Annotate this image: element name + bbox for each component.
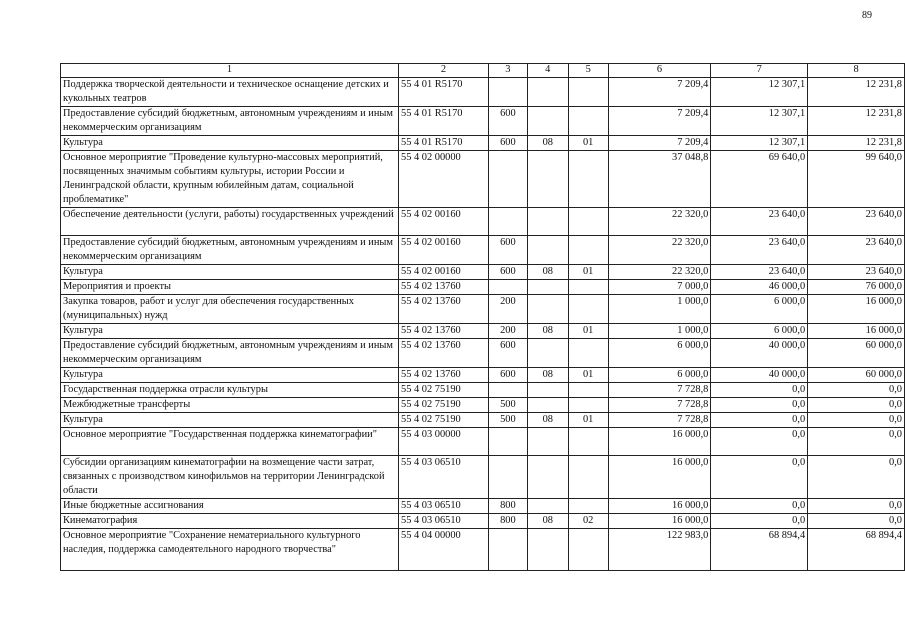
row-section [527, 280, 568, 295]
row-code: 55 4 01 R5170 [399, 107, 489, 136]
row-value-col8: 60 000,0 [808, 339, 905, 368]
row-section: 08 [527, 265, 568, 280]
row-expense-type [488, 78, 527, 107]
row-value-col6: 16 000,0 [608, 514, 711, 529]
row-subsection [568, 339, 608, 368]
table-row [61, 107, 905, 136]
row-value-col6: 7 209,4 [608, 78, 711, 107]
table-row [61, 208, 905, 236]
row-value-col8: 99 640,0 [808, 151, 905, 208]
row-name: Основное мероприятие "Государственная поддержка кинематографии" [61, 428, 399, 456]
table-row [61, 398, 905, 413]
row-section [527, 383, 568, 398]
row-subsection [568, 428, 608, 456]
row-section [527, 78, 568, 107]
table-row [61, 413, 905, 428]
row-code: 55 4 02 00160 [399, 236, 489, 265]
row-expense-type: 600 [488, 265, 527, 280]
row-section [527, 151, 568, 208]
row-value-col8: 0,0 [808, 428, 905, 456]
row-name: Культура [61, 368, 399, 383]
row-subsection: 01 [568, 265, 608, 280]
table-row [61, 428, 905, 456]
row-value-col6: 16 000,0 [608, 499, 711, 514]
row-expense-type [488, 208, 527, 236]
row-section [527, 208, 568, 236]
row-value-col7: 40 000,0 [711, 339, 808, 368]
row-expense-type: 200 [488, 324, 527, 339]
row-value-col6: 37 048,8 [608, 151, 711, 208]
row-code: 55 4 02 13760 [399, 368, 489, 383]
row-code: 55 4 02 75190 [399, 398, 489, 413]
row-name: Культура [61, 136, 399, 151]
row-section: 08 [527, 413, 568, 428]
column-header: 5 [568, 64, 608, 78]
row-name: Предоставление субсидий бюджетным, автономным учреждениям и иным некоммерческим организациям [61, 107, 399, 136]
row-expense-type [488, 529, 527, 571]
row-subsection [568, 208, 608, 236]
row-name: Обеспечение деятельности (услуги, работы) государственных учреждений [61, 208, 399, 236]
row-subsection [568, 107, 608, 136]
row-value-col8: 23 640,0 [808, 208, 905, 236]
row-expense-type [488, 280, 527, 295]
header-row [61, 64, 905, 78]
row-subsection [568, 456, 608, 499]
row-section: 08 [527, 136, 568, 151]
row-value-col6: 16 000,0 [608, 456, 711, 499]
row-code: 55 4 02 75190 [399, 383, 489, 398]
row-subsection [568, 151, 608, 208]
budget-table [60, 63, 905, 571]
table-row [61, 236, 905, 265]
row-section [527, 107, 568, 136]
row-name: Основное мероприятие "Проведение культурно-массовых мероприятий, посвященных значимым событиям культуры, истории России и Ленинградской области, крупным юбилейным датам, социальной проблематике" [61, 151, 399, 208]
row-expense-type: 600 [488, 236, 527, 265]
table-row [61, 78, 905, 107]
row-name: Основное мероприятие "Сохранение нематериального культурного наследия, поддержка самодеятельного народного творчества" [61, 529, 399, 571]
row-expense-type [488, 456, 527, 499]
row-subsection: 02 [568, 514, 608, 529]
row-value-col8: 12 231,8 [808, 107, 905, 136]
column-header: 8 [808, 64, 905, 78]
row-code: 55 4 02 00000 [399, 151, 489, 208]
row-section: 08 [527, 514, 568, 529]
row-value-col7: 12 307,1 [711, 78, 808, 107]
row-value-col6: 7 000,0 [608, 280, 711, 295]
row-code: 55 4 02 13760 [399, 324, 489, 339]
row-subsection [568, 78, 608, 107]
row-value-col8: 23 640,0 [808, 265, 905, 280]
row-value-col7: 23 640,0 [711, 236, 808, 265]
row-subsection [568, 295, 608, 324]
row-expense-type: 800 [488, 499, 527, 514]
row-name: Кинематография [61, 514, 399, 529]
row-expense-type: 800 [488, 514, 527, 529]
row-code: 55 4 02 75190 [399, 413, 489, 428]
row-subsection [568, 398, 608, 413]
row-section [527, 529, 568, 571]
row-value-col8: 76 000,0 [808, 280, 905, 295]
row-section [527, 339, 568, 368]
row-value-col7: 0,0 [711, 428, 808, 456]
row-section [527, 456, 568, 499]
table-row [61, 456, 905, 499]
row-value-col8: 23 640,0 [808, 236, 905, 265]
row-code: 55 4 02 13760 [399, 280, 489, 295]
table-row [61, 295, 905, 324]
row-name: Государственная поддержка отрасли культуры [61, 383, 399, 398]
row-section [527, 295, 568, 324]
row-subsection [568, 383, 608, 398]
row-name: Культура [61, 324, 399, 339]
table-row [61, 339, 905, 368]
table-row [61, 514, 905, 529]
table-row [61, 499, 905, 514]
row-code: 55 4 02 13760 [399, 295, 489, 324]
row-name: Предоставление субсидий бюджетным, автономным учреждениям и иным некоммерческим организациям [61, 236, 399, 265]
table-row [61, 280, 905, 295]
row-value-col8: 60 000,0 [808, 368, 905, 383]
row-value-col8: 12 231,8 [808, 78, 905, 107]
table-row [61, 151, 905, 208]
row-subsection: 01 [568, 413, 608, 428]
row-name: Предоставление субсидий бюджетным, автономным учреждениям и иным некоммерческим организациям [61, 339, 399, 368]
row-name: Закупка товаров, работ и услуг для обеспечения государственных (муниципальных) нужд [61, 295, 399, 324]
row-value-col8: 0,0 [808, 456, 905, 499]
row-name: Субсидии организациям кинематографии на возмещение части затрат, связанных с производством кинофильмов на территории Ленинградской области [61, 456, 399, 499]
row-subsection: 01 [568, 136, 608, 151]
row-expense-type: 200 [488, 295, 527, 324]
row-expense-type [488, 383, 527, 398]
row-value-col8: 0,0 [808, 499, 905, 514]
row-value-col6: 7 728,8 [608, 398, 711, 413]
row-name: Иные бюджетные ассигнования [61, 499, 399, 514]
row-subsection [568, 499, 608, 514]
row-expense-type: 600 [488, 339, 527, 368]
table-row [61, 136, 905, 151]
row-section: 08 [527, 324, 568, 339]
row-value-col6: 7 728,8 [608, 413, 711, 428]
row-value-col6: 16 000,0 [608, 428, 711, 456]
table-row [61, 368, 905, 383]
column-header: 6 [608, 64, 711, 78]
row-value-col7: 6 000,0 [711, 324, 808, 339]
row-code: 55 4 04 00000 [399, 529, 489, 571]
row-value-col7: 40 000,0 [711, 368, 808, 383]
row-value-col7: 12 307,1 [711, 136, 808, 151]
row-name: Мероприятия и проекты [61, 280, 399, 295]
row-value-col7: 0,0 [711, 499, 808, 514]
row-name: Межбюджетные трансферты [61, 398, 399, 413]
row-value-col7: 46 000,0 [711, 280, 808, 295]
row-code: 55 4 03 06510 [399, 456, 489, 499]
row-subsection: 01 [568, 324, 608, 339]
row-expense-type: 500 [488, 413, 527, 428]
row-value-col6: 22 320,0 [608, 236, 711, 265]
row-name: Поддержка творческой деятельности и техническое оснащение детских и кукольных театров [61, 78, 399, 107]
row-expense-type: 500 [488, 398, 527, 413]
row-expense-type [488, 151, 527, 208]
row-expense-type: 600 [488, 107, 527, 136]
row-code: 55 4 02 00160 [399, 265, 489, 280]
column-header: 1 [61, 64, 399, 78]
row-expense-type: 600 [488, 136, 527, 151]
table-row [61, 324, 905, 339]
row-section: 08 [527, 368, 568, 383]
row-section [527, 398, 568, 413]
column-header: 2 [399, 64, 489, 78]
row-section [527, 499, 568, 514]
row-value-col8: 0,0 [808, 413, 905, 428]
page-number: 89 [862, 10, 872, 21]
row-value-col7: 0,0 [711, 398, 808, 413]
table-row [61, 383, 905, 398]
row-expense-type: 600 [488, 368, 527, 383]
row-code: 55 4 03 00000 [399, 428, 489, 456]
table-row [61, 529, 905, 571]
row-value-col6: 7 209,4 [608, 136, 711, 151]
row-value-col7: 0,0 [711, 514, 808, 529]
row-value-col8: 12 231,8 [808, 136, 905, 151]
row-value-col8: 0,0 [808, 514, 905, 529]
row-value-col6: 122 983,0 [608, 529, 711, 571]
row-value-col7: 68 894,4 [711, 529, 808, 571]
row-value-col8: 0,0 [808, 398, 905, 413]
row-value-col6: 6 000,0 [608, 339, 711, 368]
row-value-col7: 6 000,0 [711, 295, 808, 324]
row-section [527, 428, 568, 456]
row-expense-type [488, 428, 527, 456]
row-value-col8: 68 894,4 [808, 529, 905, 571]
row-value-col8: 0,0 [808, 383, 905, 398]
row-value-col6: 7 209,4 [608, 107, 711, 136]
row-value-col6: 1 000,0 [608, 324, 711, 339]
row-value-col8: 16 000,0 [808, 324, 905, 339]
row-value-col7: 0,0 [711, 383, 808, 398]
row-value-col8: 16 000,0 [808, 295, 905, 324]
row-section [527, 236, 568, 265]
row-subsection [568, 529, 608, 571]
column-header: 4 [527, 64, 568, 78]
row-value-col7: 12 307,1 [711, 107, 808, 136]
row-name: Культура [61, 265, 399, 280]
column-header: 7 [711, 64, 808, 78]
row-code: 55 4 02 00160 [399, 208, 489, 236]
row-code: 55 4 03 06510 [399, 514, 489, 529]
column-header: 3 [488, 64, 527, 78]
row-subsection [568, 236, 608, 265]
row-value-col7: 23 640,0 [711, 265, 808, 280]
row-value-col6: 22 320,0 [608, 208, 711, 236]
row-value-col7: 0,0 [711, 456, 808, 499]
row-value-col6: 22 320,0 [608, 265, 711, 280]
row-value-col6: 6 000,0 [608, 368, 711, 383]
row-subsection: 01 [568, 368, 608, 383]
table-row [61, 265, 905, 280]
row-code: 55 4 01 R5170 [399, 136, 489, 151]
row-code: 55 4 02 13760 [399, 339, 489, 368]
row-value-col6: 7 728,8 [608, 383, 711, 398]
row-value-col7: 23 640,0 [711, 208, 808, 236]
row-subsection [568, 280, 608, 295]
row-value-col7: 0,0 [711, 413, 808, 428]
row-code: 55 4 03 06510 [399, 499, 489, 514]
row-code: 55 4 01 R5170 [399, 78, 489, 107]
row-name: Культура [61, 413, 399, 428]
row-value-col7: 69 640,0 [711, 151, 808, 208]
row-value-col6: 1 000,0 [608, 295, 711, 324]
